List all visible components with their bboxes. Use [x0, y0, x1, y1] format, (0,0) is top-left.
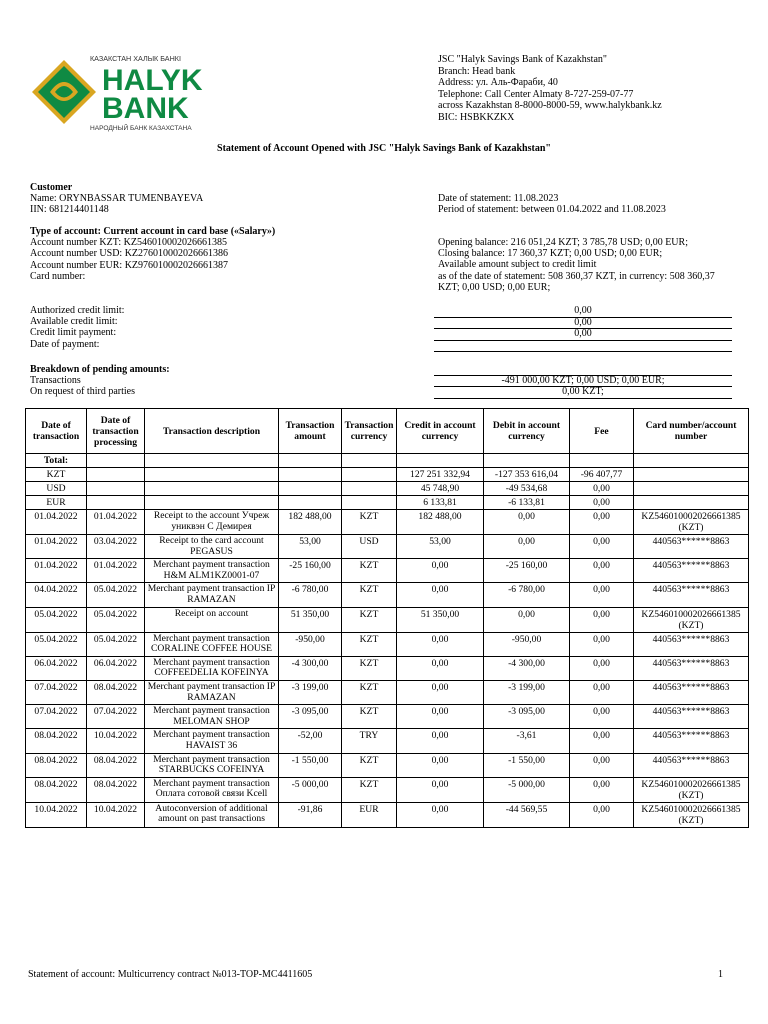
table-cell: KZT — [342, 632, 397, 656]
table-cell: 440563******8863 — [634, 680, 749, 704]
table-cell: -96 407,77 — [570, 468, 634, 482]
table-row — [26, 729, 749, 753]
table-cell: Receipt on account — [145, 607, 279, 632]
table-cell: KZT — [342, 777, 397, 802]
table-row — [26, 632, 749, 656]
table-cell: 0,00 — [397, 729, 484, 753]
table-cell: 440563******8863 — [634, 559, 749, 583]
table-header-row — [26, 409, 749, 454]
table-cell: 05.04.2022 — [87, 607, 145, 632]
table-cell: USD — [26, 482, 87, 496]
table-cell: -1 550,00 — [279, 753, 342, 777]
account-type-value: Current account in card base («Salary») — [103, 226, 276, 237]
pending-block — [30, 364, 170, 398]
account-block — [30, 226, 275, 282]
table-cell: Receipt to the card account PEGASUS — [145, 535, 279, 559]
table-cell: 0,00 — [570, 632, 634, 656]
table-cell: Merchant payment transaction HAVAIST 36 — [145, 729, 279, 753]
bank-website: across Kazakhstan 8-8000-8000-59, www.halykbank.kz — [438, 100, 662, 112]
table-cell: -25 160,00 — [484, 559, 570, 583]
table-cell: 182 488,00 — [397, 510, 484, 535]
table-cell: 53,00 — [397, 535, 484, 559]
period-of-statement: Period of statement: between 01.04.2022 and 11.08.2023 — [438, 204, 666, 216]
account-number-usd: Account number USD: KZ276010002026661386 — [30, 248, 229, 260]
table-cell: 0,00 — [570, 656, 634, 680]
table-cell: 6 133,81 — [397, 496, 484, 510]
table-cell: 182 488,00 — [279, 510, 342, 535]
table-cell: 0,00 — [397, 705, 484, 729]
table-cell: KZT — [342, 559, 397, 583]
table-cell: 440563******8863 — [634, 583, 749, 607]
pending-heading: Breakdown of pending amounts: — [30, 364, 170, 375]
table-cell: 0,00 — [397, 583, 484, 607]
table-cell: 0,00 — [484, 510, 570, 535]
table-cell: 05.04.2022 — [26, 632, 87, 656]
table-cell: 0,00 — [570, 777, 634, 802]
table-cell — [634, 468, 749, 482]
table-cell: 0,00 — [570, 559, 634, 583]
table-cell: KZT — [342, 607, 397, 632]
table-cell: 0,00 — [570, 705, 634, 729]
table-cell — [279, 482, 342, 496]
table-cell: 127 251 332,94 — [397, 468, 484, 482]
closing-balance: Closing balance: 17 360,37 KZT; 0,00 USD; 0,00 EUR; — [438, 248, 663, 260]
table-cell: 03.04.2022 — [87, 535, 145, 559]
pending-third-parties-label: On request of third parties — [30, 386, 135, 398]
table-cell: Merchant payment transaction STARBUCKS COFEINYA — [145, 753, 279, 777]
table-cell: -4 300,00 — [484, 656, 570, 680]
table-cell: -3 095,00 — [279, 705, 342, 729]
table-cell: KZ546010002026661385 (KZT) — [634, 510, 749, 535]
table-cell: KZT — [26, 468, 87, 482]
pending-transactions-value: -491 000,00 KZT; 0,00 USD; 0,00 EUR; — [501, 375, 665, 386]
table-cell: Autoconversion of additional amount on past transactions — [145, 802, 279, 827]
table-total-currency-row — [26, 496, 749, 510]
table-cell: 08.04.2022 — [87, 777, 145, 802]
table-cell: 0,00 — [570, 680, 634, 704]
table-cell: 0,00 — [570, 496, 634, 510]
account-type-label: Type of account: — [30, 226, 101, 237]
statement-dates — [438, 193, 666, 215]
table-cell: 05.04.2022 — [26, 607, 87, 632]
table-cell: 05.04.2022 — [87, 583, 145, 607]
table-row — [26, 607, 749, 632]
credit-limit-payment-value: 0,00 — [574, 328, 592, 339]
logo-word-halyk: HALYK — [102, 64, 203, 97]
table-cell: 0,00 — [484, 607, 570, 632]
table-cell: 440563******8863 — [634, 656, 749, 680]
table-cell: KZT — [342, 680, 397, 704]
date-of-payment-label: Date of payment: — [30, 338, 100, 350]
table-cell: 0,00 — [397, 656, 484, 680]
table-cell: 07.04.2022 — [26, 680, 87, 704]
table-cell: 0,00 — [570, 583, 634, 607]
table-cell: 07.04.2022 — [26, 705, 87, 729]
header-card-account-number: Card number/account number — [634, 409, 749, 454]
logo-emblem-icon — [28, 52, 246, 132]
credit-limit-payment-label: Credit limit payment: — [30, 327, 117, 339]
table-cell: 08.04.2022 — [26, 777, 87, 802]
table-cell — [342, 496, 397, 510]
available-credit-limit-label: Available credit limit: — [30, 316, 118, 328]
table-cell: -3 199,00 — [484, 680, 570, 704]
table-cell: -3,61 — [484, 729, 570, 753]
table-cell: 10.04.2022 — [87, 729, 145, 753]
table-cell: KZT — [342, 583, 397, 607]
table-cell: 440563******8863 — [634, 632, 749, 656]
table-cell: 05.04.2022 — [87, 632, 145, 656]
table-cell: 53,00 — [279, 535, 342, 559]
logo-top-text: КАЗАКСТАН ХАЛЫК БАНКI — [90, 54, 181, 63]
table-cell: 0,00 — [397, 753, 484, 777]
table-cell: Merchant payment transaction H&M ALM1KZ0001-07 — [145, 559, 279, 583]
table-cell: -3 095,00 — [484, 705, 570, 729]
table-cell: 08.04.2022 — [87, 680, 145, 704]
table-cell — [87, 482, 145, 496]
table-row — [26, 705, 749, 729]
table-cell: -5 000,00 — [484, 777, 570, 802]
table-cell — [342, 468, 397, 482]
table-cell: 0,00 — [397, 680, 484, 704]
available-credit-limit-value: 0,00 — [574, 317, 592, 328]
customer-iin: IIN: 681214401148 — [30, 204, 109, 216]
table-total-currency-row — [26, 468, 749, 482]
authorized-credit-limit-value: 0,00 — [574, 305, 592, 316]
table-cell: 06.04.2022 — [87, 656, 145, 680]
table-cell: KZT — [342, 705, 397, 729]
table-cell — [279, 496, 342, 510]
table-cell: KZT — [342, 656, 397, 680]
balances-block — [438, 237, 715, 293]
table-cell: TRY — [342, 729, 397, 753]
pending-transactions-label: Transactions — [30, 375, 81, 387]
header-debit: Debit in account currency — [484, 409, 570, 454]
table-cell: Merchant payment transaction IP RAMAZAN — [145, 680, 279, 704]
table-cell: EUR — [26, 496, 87, 510]
table-cell: Merchant payment transaction IP RAMAZAN — [145, 583, 279, 607]
bank-telephone: Telephone: Call Center Almaty 8-727-259-07-77 — [438, 88, 634, 100]
divider — [434, 351, 732, 352]
table-row — [26, 535, 749, 559]
table-cell: 0,00 — [570, 802, 634, 827]
bank-bic: BIC: HSBKKZKX — [438, 111, 515, 123]
table-cell: 0,00 — [397, 777, 484, 802]
table-cell: -6 133,81 — [484, 496, 570, 510]
authorized-credit-limit-label: Authorized credit limit: — [30, 305, 125, 316]
table-cell: 06.04.2022 — [26, 656, 87, 680]
table-row — [26, 656, 749, 680]
bank-name: JSC "Halyk Savings Bank of Kazakhstan" — [438, 54, 607, 65]
table-cell: 0,00 — [570, 607, 634, 632]
table-cell: 04.04.2022 — [26, 583, 87, 607]
table-row — [26, 510, 749, 535]
table-cell: 0,00 — [397, 559, 484, 583]
date-of-statement: Date of statement: 11.08.2023 — [438, 193, 559, 204]
table-cell: 440563******8863 — [634, 753, 749, 777]
footer-page-number: 1 — [718, 969, 723, 980]
table-cell: KZ546010002026661385 (KZT) — [634, 777, 749, 802]
table-cell — [87, 468, 145, 482]
table-cell: KZ546010002026661385 (KZT) — [634, 802, 749, 827]
account-number-kzt: Account number KZT: KZ546010002026661385 — [30, 237, 227, 249]
table-cell: 0,00 — [570, 729, 634, 753]
transactions-table — [25, 408, 749, 828]
table-cell: -6 780,00 — [484, 583, 570, 607]
statement-title: Statement of Account Opened with JSC "Halyk Savings Bank of Kazakhstan" — [217, 143, 551, 154]
table-cell: 01.04.2022 — [87, 510, 145, 535]
table-cell: 0,00 — [397, 802, 484, 827]
available-amount-line2: as of the date of statement: 508 360,37 KZT, in currency: 508 360,37 — [438, 270, 715, 282]
bank-branch: Branch: Head bank — [438, 65, 516, 77]
table-cell: -49 534,68 — [484, 482, 570, 496]
table-total-row — [26, 454, 749, 468]
divider — [434, 398, 732, 399]
table-cell: -3 199,00 — [279, 680, 342, 704]
table-cell: Merchant payment transaction COFFEEDELIA KOFEINYA — [145, 656, 279, 680]
table-cell — [145, 468, 279, 482]
table-cell: 0,00 — [570, 482, 634, 496]
table-cell: Receipt to the account Учреж униквэн С Демирея — [145, 510, 279, 535]
table-cell: 45 748,90 — [397, 482, 484, 496]
table-row — [26, 680, 749, 704]
table-cell: -950,00 — [484, 632, 570, 656]
table-cell: -91,86 — [279, 802, 342, 827]
table-cell — [145, 496, 279, 510]
table-cell: EUR — [342, 802, 397, 827]
table-cell — [279, 468, 342, 482]
table-cell: 10.04.2022 — [87, 802, 145, 827]
total-label: Total: — [26, 454, 87, 468]
table-cell — [342, 482, 397, 496]
customer-block — [30, 182, 203, 216]
card-number: Card number: — [30, 270, 86, 282]
table-row — [26, 777, 749, 802]
logo-word-bank: BANK — [102, 92, 189, 125]
table-cell: Merchant payment transaction CORALINE COFFEE HOUSE — [145, 632, 279, 656]
table-cell: -44 569,55 — [484, 802, 570, 827]
table-row — [26, 802, 749, 827]
credit-block — [30, 305, 124, 350]
header-transaction-amount: Transaction amount — [279, 409, 342, 454]
table-cell: -6 780,00 — [279, 583, 342, 607]
halyk-bank-logo — [28, 52, 246, 132]
table-cell: 0,00 — [570, 753, 634, 777]
table-cell: KZT — [342, 753, 397, 777]
table-cell: 01.04.2022 — [87, 559, 145, 583]
table-cell — [87, 496, 145, 510]
customer-heading: Customer — [30, 182, 73, 193]
divider — [434, 340, 732, 341]
table-cell: -4 300,00 — [279, 656, 342, 680]
table-cell: 08.04.2022 — [87, 753, 145, 777]
table-cell: 0,00 — [397, 632, 484, 656]
table-cell: 51 350,00 — [397, 607, 484, 632]
table-cell: 51 350,00 — [279, 607, 342, 632]
table-row — [26, 753, 749, 777]
header-fee: Fee — [570, 409, 634, 454]
table-cell — [634, 482, 749, 496]
table-cell: 08.04.2022 — [26, 729, 87, 753]
table-cell: 01.04.2022 — [26, 510, 87, 535]
header-date-of-processing: Date of transaction processing — [87, 409, 145, 454]
table-row — [26, 559, 749, 583]
table-cell: -950,00 — [279, 632, 342, 656]
header-date-of-transaction: Date of transaction — [26, 409, 87, 454]
table-total-currency-row — [26, 482, 749, 496]
available-amount-line3: KZT; 0,00 USD; 0,00 EUR; — [438, 281, 551, 293]
header-transaction-description: Transaction description — [145, 409, 279, 454]
table-cell: 440563******8863 — [634, 535, 749, 559]
bank-info — [438, 54, 662, 124]
table-cell: 0,00 — [570, 535, 634, 559]
customer-name: Name: ORYNBASSAR TUMENBAYEVA — [30, 193, 204, 205]
account-number-eur: Account number EUR: KZ976010002026661387 — [30, 259, 229, 271]
table-cell: 07.04.2022 — [87, 705, 145, 729]
table-cell: 440563******8863 — [634, 729, 749, 753]
table-cell: -127 353 616,04 — [484, 468, 570, 482]
table-cell: Merchant payment transaction MELOMAN SHOP — [145, 705, 279, 729]
table-cell: -5 000,00 — [279, 777, 342, 802]
bank-address: Address: ул. Аль-Фараби, 40 — [438, 77, 558, 89]
table-cell: 440563******8863 — [634, 705, 749, 729]
table-cell: -25 160,00 — [279, 559, 342, 583]
table-cell: -1 550,00 — [484, 753, 570, 777]
table-cell: -52,00 — [279, 729, 342, 753]
table-row — [26, 583, 749, 607]
table-cell: 01.04.2022 — [26, 559, 87, 583]
pending-third-parties-value: 0,00 KZT; — [562, 386, 604, 397]
table-cell: USD — [342, 535, 397, 559]
table-cell: KZT — [342, 510, 397, 535]
table-cell: 0,00 — [484, 535, 570, 559]
table-cell — [145, 482, 279, 496]
header-credit: Credit in account currency — [397, 409, 484, 454]
available-amount-line1: Available amount subject to credit limit — [438, 259, 597, 271]
footer-contract: Statement of account: Multicurrency contract №013-TOP-MC4411605 — [28, 969, 313, 980]
table-cell: 08.04.2022 — [26, 753, 87, 777]
table-cell: 0,00 — [570, 510, 634, 535]
table-cell: 01.04.2022 — [26, 535, 87, 559]
table-cell: 10.04.2022 — [26, 802, 87, 827]
opening-balance: Opening balance: 216 051,24 KZT; 3 785,78 USD; 0,00 EUR; — [438, 237, 688, 248]
header-transaction-currency: Transaction currency — [342, 409, 397, 454]
table-cell — [634, 496, 749, 510]
table-cell: Merchant payment transaction Оплата сотовой связи Kcell — [145, 777, 279, 802]
logo-bottom-text: НАРОДНЫЙ БАНК КАЗАХСТАНА — [90, 125, 192, 132]
table-cell: KZ546010002026661385 (KZT) — [634, 607, 749, 632]
